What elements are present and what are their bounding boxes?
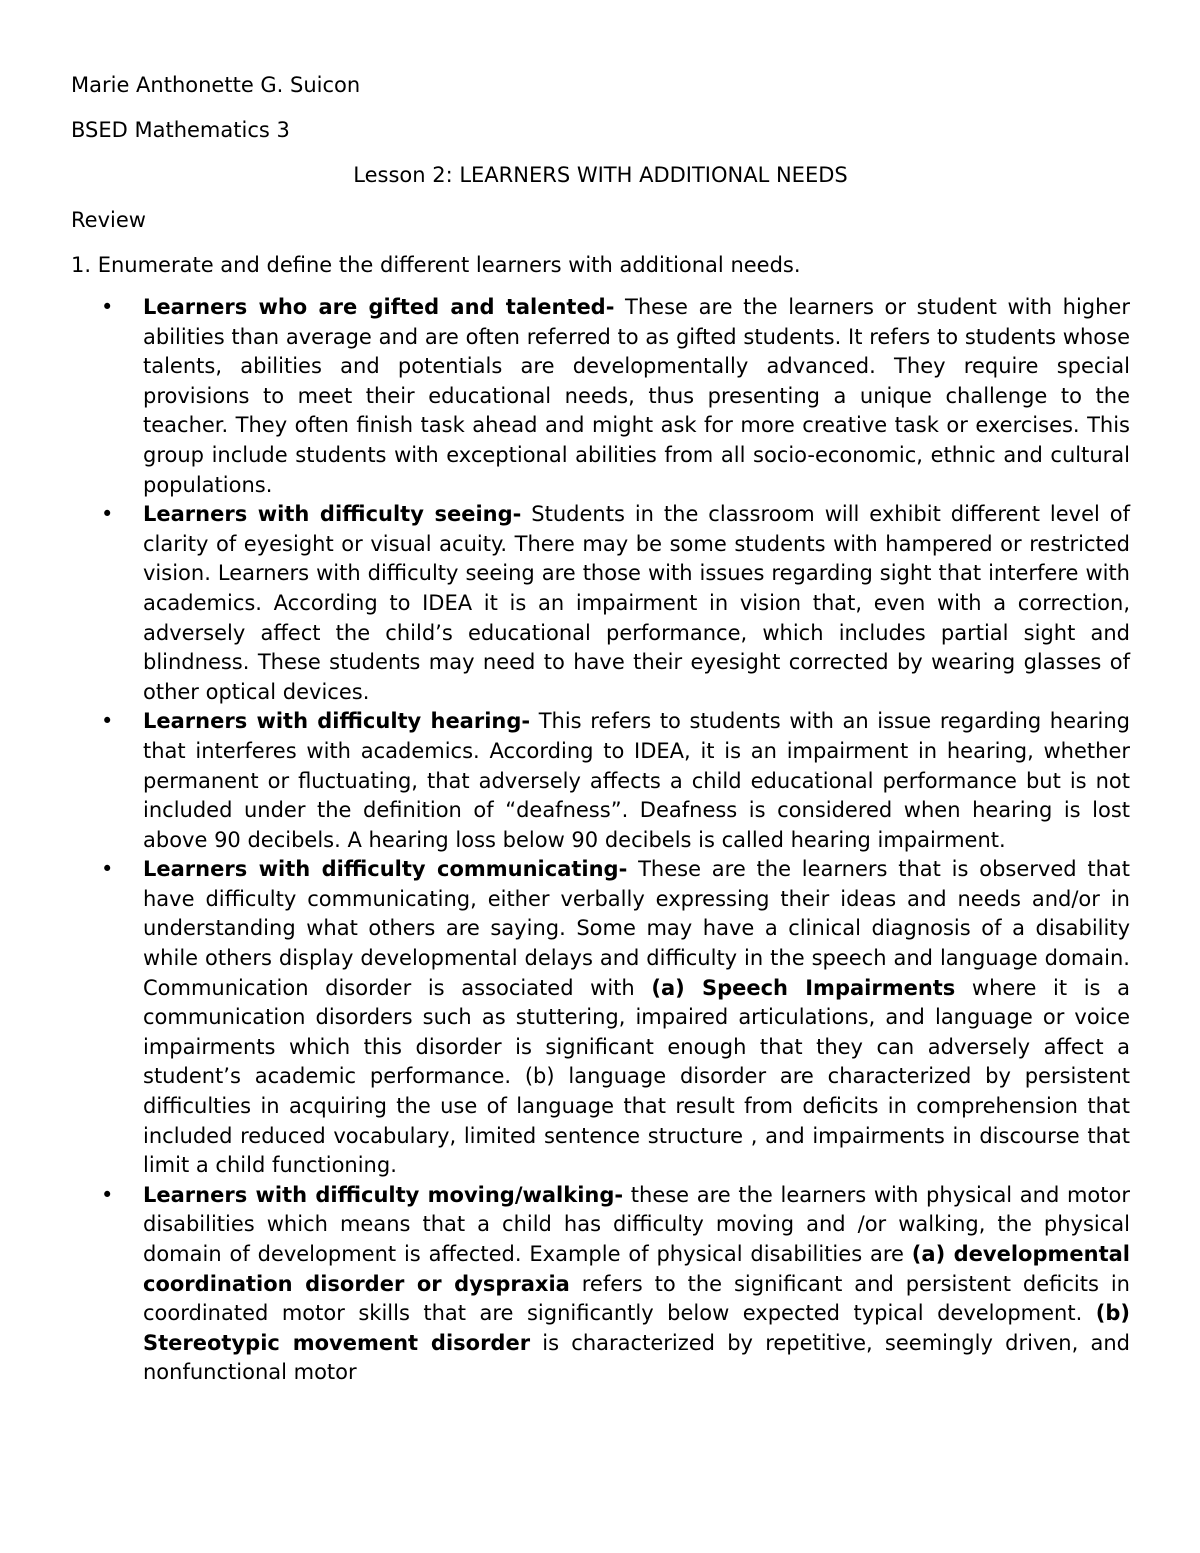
list-item-hearing: [71, 707, 1130, 855]
item-text: refers to the significant and persistent deficits in coordinated motor skills that are significantly below expected typical development.: [143, 1271, 1130, 1326]
list-item-communicating: [71, 855, 1130, 1181]
section-heading: Review: [71, 208, 146, 232]
item-heading: Learners with difficulty communicating-: [143, 857, 628, 882]
item-heading: Learners with difficulty hearing-: [143, 709, 531, 734]
item-bold-term: (a) Speech Impairments: [651, 975, 956, 1000]
course-name: BSED Mathematics 3: [71, 118, 290, 142]
lesson-title: Lesson 2: LEARNERS WITH ADDITIONAL NEEDS: [353, 163, 848, 187]
bullet-icon: •: [101, 709, 114, 734]
bullet-icon: •: [101, 295, 114, 319]
bullet-icon: •: [101, 502, 114, 527]
item-heading: Learners with difficulty seeing-: [143, 502, 522, 527]
list-item-seeing: [71, 500, 1130, 707]
list-item-moving: [71, 1181, 1130, 1388]
author-name: Marie Anthonette G. Suicon: [71, 73, 361, 97]
learners-list: [71, 293, 1130, 1388]
item-bold-term: (a) developmental coordination disorder or dyspraxia: [143, 1242, 1130, 1296]
bullet-icon: •: [101, 1182, 114, 1207]
item-text: This refers to students with an issue regarding hearing that interferes with academics. According to IDEA, it is an impairment in hearing, whether permanent or fluctuating, that adversely affects a child educational performance but is not included under the definition of “deafness”. Deafness is considered when hearing is lost above 90 decibels. A hearing loss below 90 decibels is called hearing impairment.: [143, 709, 1131, 852]
item-text: These are the learners or student with higher abilities than average and are often referred to as gifted students. It refers to students whose talents, abilities and potentials are developmentally advanced. They require special provisions to meet their educational needs, thus presenting a unique challenge to the teacher. They often finish task ahead and might ask for more creative task or exercises. This group include students with exceptional abilities from all socio-economic, ethnic and cultural populations.: [143, 295, 1130, 497]
item-heading: Learners who are gifted and talented-: [143, 295, 615, 319]
item-text: these are the learners with physical and motor disabilities which means that a child has difficulty moving and /or walking, the physical domain of development is affected. Example of physical disabilities are: [143, 1182, 1130, 1266]
question-text: 1. Enumerate and define the different learners with additional needs.: [71, 253, 801, 277]
item-heading: Learners with difficulty moving/walking-: [143, 1182, 624, 1207]
item-text: These are the learners that is observed that have difficulty communicating, either verbally expressing their ideas and needs and/or in understanding what others are saying. Some may have a clinical diagnosis of a disability while others display developmental delays and difficulty in the speech and language domain. Communication disorder is associated with: [143, 857, 1130, 1000]
item-bold-term: (b) Stereotypic movement disorder: [143, 1301, 1130, 1355]
item-text: where it is a communication disorders such as stuttering, impaired articulations, and language or voice impairments which this disorder is significant enough that they can adversely affect a student’s academic performance. (b) language disorder are characterized by persistent difficulties in acquiring the use of language that result from deficits in comprehension that included reduced vocabulary, limited sentence structure , and impairments in discourse that limit a child functioning.: [143, 975, 1130, 1178]
item-text: Students in the classroom will exhibit different level of clarity of eyesight or visual acuity. There may be some students with hampered or restricted vision. Learners with difficulty seeing are those with issues regarding sight that interfere with academics. According to IDEA it is an impairment in vision that, even with a correction, adversely affect the child’s educational performance, which includes partial sight and blindness. These students may need to have their eyesight corrected by wearing glasses of other optical devices.: [143, 502, 1130, 704]
list-item-gifted: [71, 293, 1130, 500]
item-text: is characterized by repetitive, seemingly driven, and nonfunctional motor: [143, 1330, 1130, 1385]
bullet-icon: •: [101, 857, 114, 882]
